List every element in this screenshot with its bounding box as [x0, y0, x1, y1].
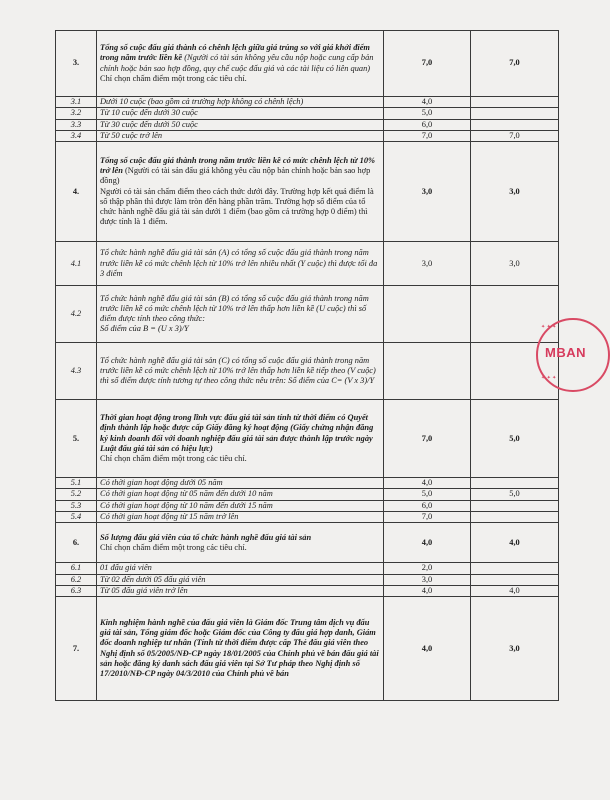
criterion-cell: [97, 500, 384, 511]
table-row: [56, 563, 559, 574]
criterion-cell: [97, 489, 384, 500]
criterion-text: Chỉ chọn chấm điểm một trong các tiêu chí.: [100, 73, 247, 83]
awarded-score-cell: [471, 563, 559, 574]
awarded-score-cell: [471, 512, 559, 523]
max-score-cell: 4,0: [384, 597, 471, 701]
row-number-cell: 5.: [56, 400, 97, 478]
criterion-cell: [97, 400, 384, 478]
table-row: [56, 500, 559, 511]
criterion-text: Tổ chức hành nghề đấu giá tài sản (B) có tổng số cuộc đấu giá thành trong năm trước liền kề có mức chênh lệch từ 10% trở lên thấp hơn liền kề (U cuộc) thì số điểm được tính theo công thức:: [100, 293, 369, 324]
max-score-cell: 6,0: [384, 119, 471, 130]
criterion-cell: [97, 242, 384, 286]
row-number-cell: 3.4: [56, 130, 97, 141]
criterion-text: Chỉ chọn chấm điểm một trong các tiêu chí.: [100, 542, 247, 552]
scoring-table: [55, 30, 559, 701]
criterion-cell: [97, 119, 384, 130]
table-row: [56, 597, 559, 701]
table-row: [56, 523, 559, 563]
row-number-cell: 4.3: [56, 343, 97, 400]
table-row: [56, 242, 559, 286]
criterion-text: Thời gian hoạt động trong lĩnh vực đấu giá tài sản tính từ thời điểm có Quyết định thành lập hoặc được cấp Giấy đăng ký hoạt động (Giấy chứng nhận đăng ký kinh doanh đối với doanh nghiệp đấu giá tài sản được thành lập trước ngày Luật đấu giá tài sản có hiệu lực): [100, 412, 374, 453]
criterion-text: Số điểm của B = (U x 3)/Y: [100, 324, 189, 334]
criterion-text: Có thời gian hoạt động từ 05 năm đến dưới 10 năm: [100, 489, 273, 499]
row-number-cell: 5.3: [56, 500, 97, 511]
criterion-text: Có thời gian hoạt động dưới 05 năm: [100, 478, 223, 488]
max-score-cell: 4,0: [384, 97, 471, 108]
awarded-score-cell: 5,0: [471, 489, 559, 500]
criterion-cell: [97, 108, 384, 119]
table-row: [56, 478, 559, 489]
criterion-cell: [97, 597, 384, 701]
seal-ring-text-top: ✦ ✦ ✦: [541, 324, 557, 330]
criterion-cell: [97, 286, 384, 343]
table-row: [56, 343, 559, 400]
awarded-score-cell: [471, 574, 559, 585]
criterion-text: Tổ chức hành nghề đấu giá tài sản (A) có tổng số cuộc đấu giá thành trong năm trước liền kề có mức chênh lệch từ 10% trở lên nhiều nhất (Y cuộc) thì được tối đa 3 điểm: [100, 248, 378, 278]
table-row: [56, 119, 559, 130]
table-row: [56, 97, 559, 108]
criterion-text: Từ 10 cuộc đến dưới 30 cuộc: [100, 108, 198, 118]
awarded-score-cell: 7,0: [471, 130, 559, 141]
criterion-text: Từ 05 đấu giá viên trở lên: [100, 585, 188, 595]
criterion-cell: [97, 130, 384, 141]
row-number-cell: 3.2: [56, 108, 97, 119]
max-score-cell: 3,0: [384, 142, 471, 242]
criterion-text: Từ 50 cuộc trở lên: [100, 130, 163, 140]
criterion-text: Tổng số cuộc đấu giá thành có chênh lệch giữa giá trúng so với giá khởi điểm trong năm trước liền kề: [100, 42, 370, 63]
awarded-score-cell: 5,0: [471, 400, 559, 478]
awarded-score-cell: [471, 500, 559, 511]
max-score-cell: 2,0: [384, 563, 471, 574]
row-number-cell: 3.1: [56, 97, 97, 108]
criterion-cell: [97, 585, 384, 596]
max-score-cell: 4,0: [384, 585, 471, 596]
table-row: [56, 130, 559, 141]
criterion-text: Có thời gian hoạt động từ 15 năm trở lên: [100, 512, 239, 522]
table-row: [56, 574, 559, 585]
max-score-cell: 4,0: [384, 478, 471, 489]
criterion-text: Có thời gian hoạt động từ 10 năm đến dưới 15 năm: [100, 500, 273, 510]
awarded-score-cell: [471, 97, 559, 108]
criterion-cell: [97, 31, 384, 97]
table-row: [56, 489, 559, 500]
table-row: [56, 512, 559, 523]
max-score-cell: 7,0: [384, 400, 471, 478]
max-score-cell: 7,0: [384, 130, 471, 141]
awarded-score-cell: 4,0: [471, 523, 559, 563]
criterion-text: (Người có tài sản không yêu cầu nộp hoặc cung cấp bản chính hoặc bản sao hợp đồng, quy chế cuộc đấu giá và các tài liệu có liên quan): [100, 53, 374, 73]
scoring-table-body: [56, 31, 559, 701]
criterion-text: Kinh nghiệm hành nghề của đấu giá viên là Giám đốc Trung tâm dịch vụ đấu giá tài sản, Tổng giám đốc hoặc Giám đốc của Công ty đấu giá hợp danh, Giám đốc doanh nghiệp tư nhân (Tính từ thời điểm được cấp Thẻ đấu giá viên theo Nghị định số 05/2005/NĐ-CP ngày 18/01/2005 của Chính phủ về bán đấu giá tài sản hoặc đăng ký danh sách đấu giá viên tại Sở Tư pháp theo Nghị định số 17/2010/NĐ-CP ngày 04/3/2010 của Chính phủ về bán: [100, 617, 379, 679]
table-row: [56, 400, 559, 478]
criterion-cell: [97, 574, 384, 585]
criterion-cell: [97, 142, 384, 242]
seal-center-text: MBAN: [545, 345, 586, 360]
criterion-cell: [97, 512, 384, 523]
criterion-text: Dưới 10 cuộc (bao gồm cả trường hợp không có chênh lệch): [100, 97, 304, 106]
awarded-score-cell: [471, 119, 559, 130]
criterion-text: 01 đấu giá viên: [100, 563, 152, 573]
max-score-cell: 4,0: [384, 523, 471, 563]
row-number-cell: 7.: [56, 597, 97, 701]
awarded-score-cell: [471, 108, 559, 119]
max-score-cell: [384, 286, 471, 343]
row-number-cell: 6.: [56, 523, 97, 563]
table-row: [56, 31, 559, 97]
awarded-score-cell: 7,0: [471, 31, 559, 97]
row-number-cell: 6.1: [56, 563, 97, 574]
awarded-score-cell: 3,0: [471, 242, 559, 286]
criterion-cell: [97, 343, 384, 400]
table-row: [56, 585, 559, 596]
criterion-cell: [97, 523, 384, 563]
row-number-cell: 6.3: [56, 585, 97, 596]
max-score-cell: 7,0: [384, 31, 471, 97]
max-score-cell: 6,0: [384, 500, 471, 511]
criterion-text: Tổng số cuộc đấu giá thành trong năm trước liền kề có mức chênh lệch từ 10% trở lên: [100, 155, 376, 175]
criterion-text: Từ 02 đến dưới 05 đấu giá viên: [100, 574, 206, 584]
criterion-cell: [97, 563, 384, 574]
table-row: [56, 142, 559, 242]
criterion-text: Người có tài sản chấm điểm theo cách thức dưới đây. Trường hợp kết quả điểm là số thập phân thì được làm tròn đến hàng phần trăm. Trường hợp số điểm của tổ chức hành nghề đấu giá tài sản dưới 1 điểm (bao gồm cả trường hợp 0 điểm) thì được tính là 1 điểm.: [100, 186, 374, 227]
seal-ring-text-bottom: ✦ ✦ ✦: [541, 375, 557, 381]
max-score-cell: [384, 343, 471, 400]
max-score-cell: 3,0: [384, 242, 471, 286]
row-number-cell: 5.2: [56, 489, 97, 500]
criterion-text: Tổ chức hành nghề đấu giá tài sản (C) có tổng số cuộc đấu giá thành trong năm trước liền kề có mức chênh lệch từ 10% trở lên thấp hơn liền kề tiếp theo (V cuộc) thì số điểm được tính tương tự theo công thức nêu trên: Số điểm của C= (V x 3)/Y: [100, 355, 376, 386]
row-number-cell: 3.: [56, 31, 97, 97]
max-score-cell: 7,0: [384, 512, 471, 523]
criterion-text: Chỉ chọn chấm điểm một trong các tiêu chí.: [100, 454, 247, 464]
criterion-text: Số lượng đấu giá viên của tổ chức hành nghề đấu giá tài sản: [100, 532, 312, 542]
row-number-cell: 4.: [56, 142, 97, 242]
row-number-cell: 4.2: [56, 286, 97, 343]
criterion-cell: [97, 97, 384, 108]
row-number-cell: 6.2: [56, 574, 97, 585]
criterion-text: Từ 30 cuộc đến dưới 50 cuộc: [100, 119, 198, 129]
criterion-text: (Người có tài sản đấu giá không yêu cầu nộp bản chính hoặc bản sao hợp đồng): [100, 165, 371, 186]
row-number-cell: 5.4: [56, 512, 97, 523]
awarded-score-cell: [471, 478, 559, 489]
row-number-cell: 4.1: [56, 242, 97, 286]
criterion-cell: [97, 478, 384, 489]
max-score-cell: 5,0: [384, 108, 471, 119]
max-score-cell: 3,0: [384, 574, 471, 585]
table-row: [56, 286, 559, 343]
awarded-score-cell: 3,0: [471, 142, 559, 242]
table-row: [56, 108, 559, 119]
awarded-score-cell: 3,0: [471, 597, 559, 701]
row-number-cell: 3.3: [56, 119, 97, 130]
row-number-cell: 5.1: [56, 478, 97, 489]
max-score-cell: 5,0: [384, 489, 471, 500]
awarded-score-cell: 4,0: [471, 585, 559, 596]
